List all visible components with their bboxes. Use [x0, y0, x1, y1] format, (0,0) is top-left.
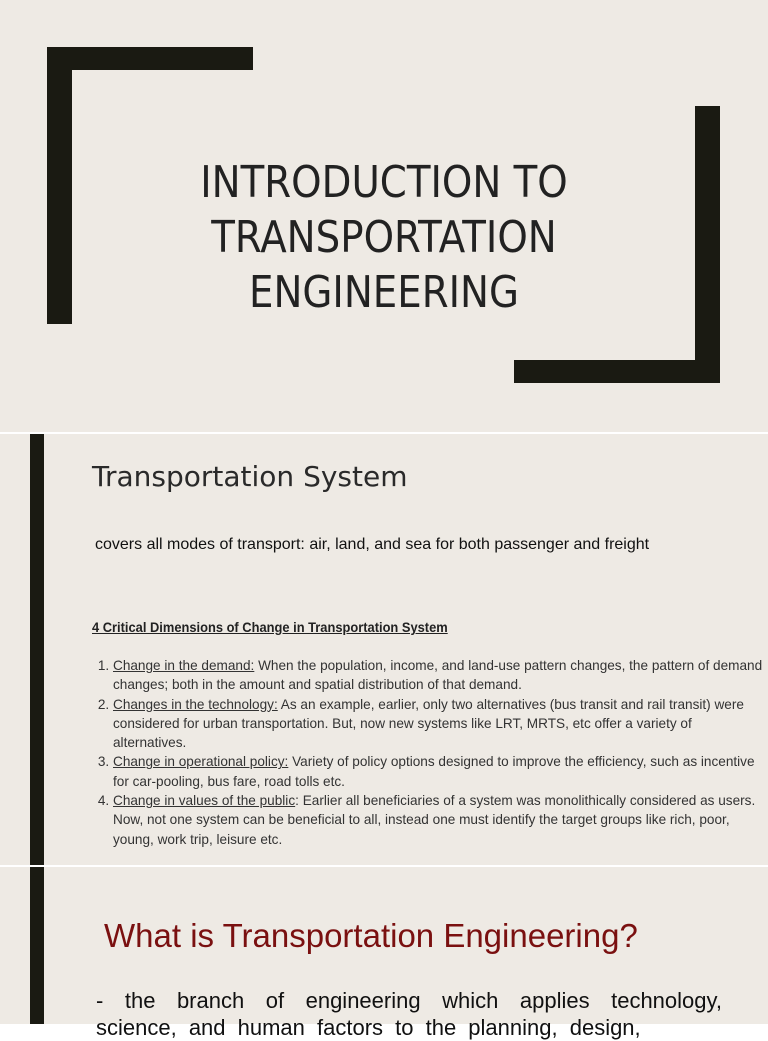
list-item	[113, 791, 763, 849]
title-line: ENGINEERING	[248, 267, 520, 318]
title-line: TRANSPORTATION	[211, 212, 557, 263]
left-accent-bar	[30, 434, 44, 865]
definition-text: - the branch of engineering which applies technology, science, and human factors to the planning, design,	[96, 988, 722, 1040]
item-label: Change in operational policy:	[113, 754, 289, 770]
slide-title: Transportation System	[92, 460, 408, 493]
item-label: Change in the demand:	[113, 658, 255, 673]
item-text: As an example, earlier, only two alternatives (bus transit and rail transit) were considered for urban transportation. But, now new systems like LRT, MRTS, etc offer a variety of alternatives.	[113, 696, 744, 751]
definition-slide	[0, 867, 768, 1040]
transportation-system-slide	[0, 434, 768, 865]
presentation-title	[134, 155, 634, 320]
item-label: Change in values of the public	[113, 793, 296, 809]
list-item	[113, 695, 763, 753]
title-slide	[0, 0, 768, 432]
item-text: : Earlier all beneficiaries of a system was monolithically considered as users. Now, not one system can be beneficial to all, instead one must identify the target groups like rich, poor, young, work trip, leisure etc.	[113, 793, 756, 847]
list-item	[113, 752, 763, 791]
list-item	[113, 656, 763, 695]
item-text: Variety of policy options designed to improve the efficiency, such as incentive for car-pooling, bus fare, road tolls etc.	[113, 754, 755, 789]
item-label: Changes in the technology:	[113, 696, 278, 712]
bracket-top-left-h	[47, 47, 253, 70]
left-accent-bar	[30, 867, 44, 1024]
dimensions-list	[90, 656, 763, 849]
bracket-bottom-right-h	[514, 360, 720, 383]
intro-text: covers all modes of transport: air, land, and sea for both passenger and freight	[95, 536, 650, 553]
slide-title: What is Transportation Engineering?	[104, 917, 638, 954]
title-line: INTRODUCTION TO	[200, 157, 568, 208]
item-text: When the population, income, and land-use pattern changes, the pattern of demand changes; both in the amount and spatial distribution of that demand.	[113, 658, 763, 693]
bracket-top-left-v	[47, 47, 72, 324]
subheading: 4 Critical Dimensions of Change in Transportation System	[92, 619, 448, 635]
bracket-bottom-right-v	[695, 106, 720, 383]
